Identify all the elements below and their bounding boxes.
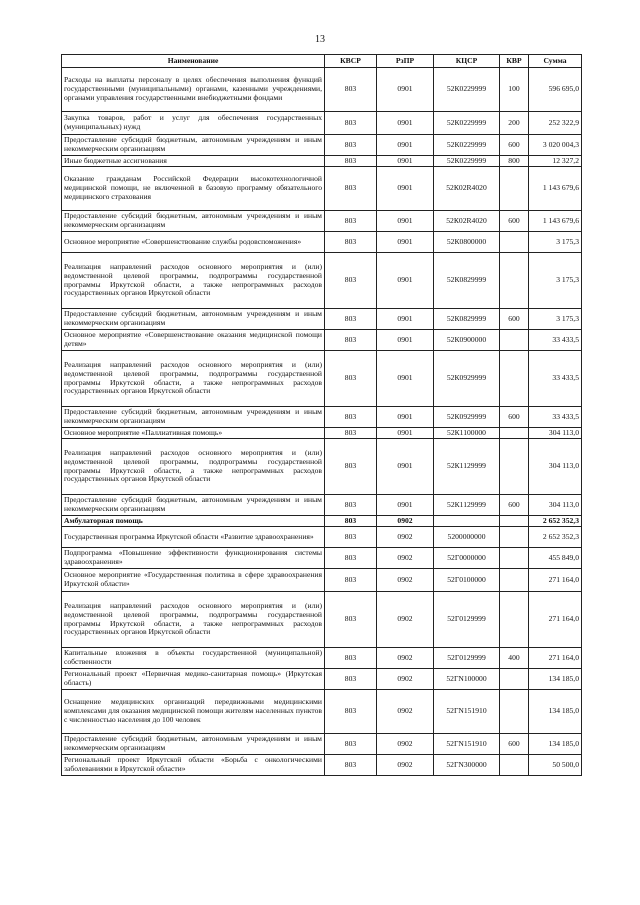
cell-kvr (500, 755, 529, 776)
header-kvsr: КВСР (325, 55, 377, 68)
cell-name: Реализация направлений расходов основного мероприятия и (или) ведомственной целевой программы, подпрограммы государственной программы Иркутской области, а также непрограммных расходов государственных органов Иркутской области (62, 253, 325, 309)
cell-name: Основное мероприятие «Паллиативная помощь» (62, 428, 325, 439)
cell-kvsr: 803 (325, 407, 377, 428)
table-header (62, 55, 582, 68)
cell-kcsr: 52К0229999 (434, 68, 500, 112)
cell-sum: 304 113,0 (529, 439, 582, 495)
cell-rzpr: 0902 (377, 569, 434, 592)
cell-kvr (500, 330, 529, 351)
cell-kvr (500, 690, 529, 734)
cell-kvr (500, 548, 529, 569)
cell-name: Региональный проект «Первичная медико-санитарная помощь» (Иркутская область) (62, 669, 325, 690)
section-row (62, 516, 582, 527)
cell-rzpr: 0901 (377, 211, 434, 232)
cell-kcsr: 52К0929999 (434, 407, 500, 428)
cell-name: Оснащение медицинских организаций передвижными медицинскими комплексами для оказания медицинской помощи жителям населенных пунктов с численностью населения до 100 человек (62, 690, 325, 734)
cell-sum: 33 433,5 (529, 330, 582, 351)
cell-name: Предоставление субсидий бюджетным, автономным учреждениям и иным некоммерческим организациям (62, 211, 325, 232)
header-kvr: КВР (500, 55, 529, 68)
cell-sum: 12 327,2 (529, 156, 582, 167)
cell-kvr (500, 439, 529, 495)
cell-kvr (500, 232, 529, 253)
cell-rzpr: 0901 (377, 232, 434, 253)
cell-kvsr: 803 (325, 516, 377, 527)
header-rzpr: РзПР (377, 55, 434, 68)
cell-name: Предоставление субсидий бюджетным, автономным учреждениям и иным некоммерческим организациям (62, 135, 325, 156)
cell-rzpr: 0901 (377, 156, 434, 167)
cell-kvr (500, 527, 529, 548)
table-row (62, 690, 582, 734)
cell-kvr: 100 (500, 68, 529, 112)
cell-kvr: 400 (500, 648, 529, 669)
header-name: Наименование (62, 55, 325, 68)
cell-kcsr: 52К1129999 (434, 495, 500, 516)
table-row (62, 211, 582, 232)
cell-kcsr: 52Г0000000 (434, 548, 500, 569)
cell-rzpr: 0902 (377, 734, 434, 755)
cell-sum: 271 164,0 (529, 592, 582, 648)
cell-kvr: 600 (500, 407, 529, 428)
cell-kvsr: 803 (325, 439, 377, 495)
cell-rzpr: 0902 (377, 527, 434, 548)
table-row (62, 527, 582, 548)
cell-sum: 1 143 679,6 (529, 211, 582, 232)
cell-rzpr: 0901 (377, 167, 434, 211)
cell-kvsr: 803 (325, 330, 377, 351)
cell-name: Иные бюджетные ассигнования (62, 156, 325, 167)
cell-kvr: 200 (500, 112, 529, 135)
cell-name: Основное мероприятие «Совершенствование оказания медицинской помощи детям» (62, 330, 325, 351)
cell-kvr (500, 516, 529, 527)
cell-kvsr: 803 (325, 309, 377, 330)
cell-rzpr: 0902 (377, 548, 434, 569)
table-row (62, 112, 582, 135)
cell-name: Подпрограмма «Повышение эффективности функционирования системы здравоохранения» (62, 548, 325, 569)
cell-name: Предоставление субсидий бюджетным, автономным учреждениям и иным некоммерческим организациям (62, 309, 325, 330)
table-row (62, 428, 582, 439)
cell-kcsr: 52ГN300000 (434, 755, 500, 776)
cell-sum: 252 322,9 (529, 112, 582, 135)
cell-name: Региональный проект Иркутской области «Борьба с онкологическими заболеваниями в Иркутской области» (62, 755, 325, 776)
cell-kvr (500, 669, 529, 690)
cell-sum: 2 652 352,3 (529, 516, 582, 527)
budget-table (61, 54, 582, 776)
cell-kcsr: 52К0800000 (434, 232, 500, 253)
table-row (62, 439, 582, 495)
cell-rzpr: 0901 (377, 428, 434, 439)
cell-sum: 134 185,0 (529, 669, 582, 690)
table-row (62, 648, 582, 669)
page-number: 13 (315, 34, 325, 45)
cell-kcsr: 52ГN100000 (434, 669, 500, 690)
cell-rzpr: 0901 (377, 407, 434, 428)
cell-kvr (500, 569, 529, 592)
cell-kcsr: 52К02R4020 (434, 167, 500, 211)
cell-kvsr: 803 (325, 428, 377, 439)
cell-kvsr: 803 (325, 495, 377, 516)
cell-kvsr: 803 (325, 167, 377, 211)
cell-kcsr: 52К1129999 (434, 439, 500, 495)
table-row (62, 351, 582, 407)
table-row (62, 669, 582, 690)
cell-name: Реализация направлений расходов основного мероприятия и (или) ведомственной целевой программы, подпрограммы государственной программы Иркутской области, а также непрограммных расходов государственных органов Иркутской области (62, 439, 325, 495)
cell-name: Реализация направлений расходов основного мероприятия и (или) ведомственной целевой программы, подпрограммы государственной программы Иркутской области, а также непрограммных расходов государственных органов Иркутской области (62, 592, 325, 648)
cell-kcsr: 52Г0129999 (434, 592, 500, 648)
cell-rzpr: 0902 (377, 755, 434, 776)
cell-kvsr: 803 (325, 156, 377, 167)
cell-rzpr: 0901 (377, 495, 434, 516)
table-row (62, 330, 582, 351)
cell-kvr (500, 592, 529, 648)
cell-kvsr: 803 (325, 592, 377, 648)
cell-sum: 3 175,3 (529, 232, 582, 253)
header-sum: Сумма (529, 55, 582, 68)
cell-kvsr: 803 (325, 135, 377, 156)
cell-name: Предоставление субсидий бюджетным, автономным учреждениям и иным некоммерческим организациям (62, 734, 325, 755)
table-row (62, 495, 582, 516)
cell-name: Реализация направлений расходов основного мероприятия и (или) ведомственной целевой программы, подпрограммы государственной программы Иркутской области, а также непрограммных расходов государственных органов Иркутской области (62, 351, 325, 407)
cell-name: Предоставление субсидий бюджетным, автономным учреждениям и иным некоммерческим организациям (62, 407, 325, 428)
cell-kcsr: 52К0229999 (434, 135, 500, 156)
cell-name: Закупка товаров, работ и услуг для обеспечения государственных (муниципальных) нужд (62, 112, 325, 135)
cell-sum: 304 113,0 (529, 428, 582, 439)
cell-kcsr: 52К02R4020 (434, 211, 500, 232)
cell-name: Капитальные вложения в объекты государственной (муниципальной) собственности (62, 648, 325, 669)
table-row (62, 548, 582, 569)
cell-sum: 304 113,0 (529, 495, 582, 516)
cell-kcsr: 5200000000 (434, 527, 500, 548)
cell-kvsr: 803 (325, 232, 377, 253)
cell-kcsr: 52К0829999 (434, 253, 500, 309)
table-row (62, 407, 582, 428)
cell-kcsr: 52К0229999 (434, 112, 500, 135)
cell-kcsr: 52Г0129999 (434, 648, 500, 669)
cell-sum: 271 164,0 (529, 569, 582, 592)
cell-kvsr: 803 (325, 755, 377, 776)
cell-kcsr: 52К0900000 (434, 330, 500, 351)
cell-kvr: 800 (500, 156, 529, 167)
table-row (62, 253, 582, 309)
table-row (62, 68, 582, 112)
cell-rzpr: 0901 (377, 135, 434, 156)
cell-kvsr: 803 (325, 351, 377, 407)
cell-kcsr: 52К1100000 (434, 428, 500, 439)
cell-kvsr: 803 (325, 669, 377, 690)
cell-rzpr: 0901 (377, 351, 434, 407)
cell-sum: 455 849,0 (529, 548, 582, 569)
cell-name: Основное мероприятие «Государственная политика в сфере здравоохранения Иркутской области» (62, 569, 325, 592)
table-row (62, 755, 582, 776)
cell-kvsr: 803 (325, 734, 377, 755)
cell-kvsr: 803 (325, 211, 377, 232)
cell-kvsr: 803 (325, 648, 377, 669)
cell-kvsr: 803 (325, 68, 377, 112)
table-row (62, 232, 582, 253)
cell-kvsr: 803 (325, 527, 377, 548)
cell-kvsr: 803 (325, 548, 377, 569)
cell-sum: 134 185,0 (529, 690, 582, 734)
cell-kcsr (434, 516, 500, 527)
cell-rzpr: 0901 (377, 253, 434, 309)
cell-kvsr: 803 (325, 253, 377, 309)
cell-rzpr: 0901 (377, 309, 434, 330)
cell-kvr: 600 (500, 495, 529, 516)
cell-rzpr: 0901 (377, 439, 434, 495)
cell-kcsr: 52К0929999 (434, 351, 500, 407)
cell-kvr (500, 167, 529, 211)
cell-kcsr: 52ГN151910 (434, 690, 500, 734)
cell-kcsr: 52К0229999 (434, 156, 500, 167)
cell-kvr: 600 (500, 211, 529, 232)
cell-sum: 596 695,0 (529, 68, 582, 112)
header-kcsr: КЦСР (434, 55, 500, 68)
table-row (62, 569, 582, 592)
cell-kvsr: 803 (325, 112, 377, 135)
cell-name: Расходы на выплаты персоналу в целях обеспечения выполнения функций государственными (муниципальными) органами, казенными учреждениями, органами управления государственными внебюджетными фондами (62, 68, 325, 112)
table-row (62, 592, 582, 648)
cell-sum: 1 143 679,6 (529, 167, 582, 211)
table-row (62, 167, 582, 211)
cell-rzpr: 0901 (377, 112, 434, 135)
cell-sum: 3 020 004,3 (529, 135, 582, 156)
cell-rzpr: 0901 (377, 68, 434, 112)
cell-rzpr: 0902 (377, 690, 434, 734)
cell-name: Основное мероприятие «Совершенствование службы родовспоможения» (62, 232, 325, 253)
cell-name: Амбулаторная помощь (62, 516, 325, 527)
cell-rzpr: 0901 (377, 330, 434, 351)
cell-kvsr: 803 (325, 569, 377, 592)
cell-sum: 3 175,3 (529, 309, 582, 330)
table-row (62, 156, 582, 167)
cell-kcsr: 52К0829999 (434, 309, 500, 330)
cell-rzpr: 0902 (377, 592, 434, 648)
cell-kcsr: 52Г0100000 (434, 569, 500, 592)
table-body (62, 68, 582, 776)
cell-kvsr: 803 (325, 690, 377, 734)
cell-kvr (500, 351, 529, 407)
cell-name: Государственная программа Иркутской области «Развитие здравоохранения» (62, 527, 325, 548)
cell-sum: 2 652 352,3 (529, 527, 582, 548)
cell-sum: 134 185,0 (529, 734, 582, 755)
cell-kvr (500, 428, 529, 439)
cell-rzpr: 0902 (377, 648, 434, 669)
cell-sum: 33 433,5 (529, 407, 582, 428)
table-row (62, 734, 582, 755)
cell-kvr (500, 253, 529, 309)
cell-kvr: 600 (500, 734, 529, 755)
cell-kvr: 600 (500, 135, 529, 156)
cell-sum: 3 175,3 (529, 253, 582, 309)
cell-kvr: 600 (500, 309, 529, 330)
table-row (62, 135, 582, 156)
cell-kcsr: 52ГN151910 (434, 734, 500, 755)
cell-sum: 50 500,0 (529, 755, 582, 776)
cell-sum: 271 164,0 (529, 648, 582, 669)
table-row (62, 309, 582, 330)
cell-sum: 33 433,5 (529, 351, 582, 407)
cell-name: Предоставление субсидий бюджетным, автономным учреждениям и иным некоммерческим организациям (62, 495, 325, 516)
cell-rzpr: 0902 (377, 669, 434, 690)
cell-name: Оказание гражданам Российской Федерации высокотехнологичной медицинской помощи, не включенной в базовую программу обязательного медицинского страхования (62, 167, 325, 211)
cell-rzpr: 0902 (377, 516, 434, 527)
